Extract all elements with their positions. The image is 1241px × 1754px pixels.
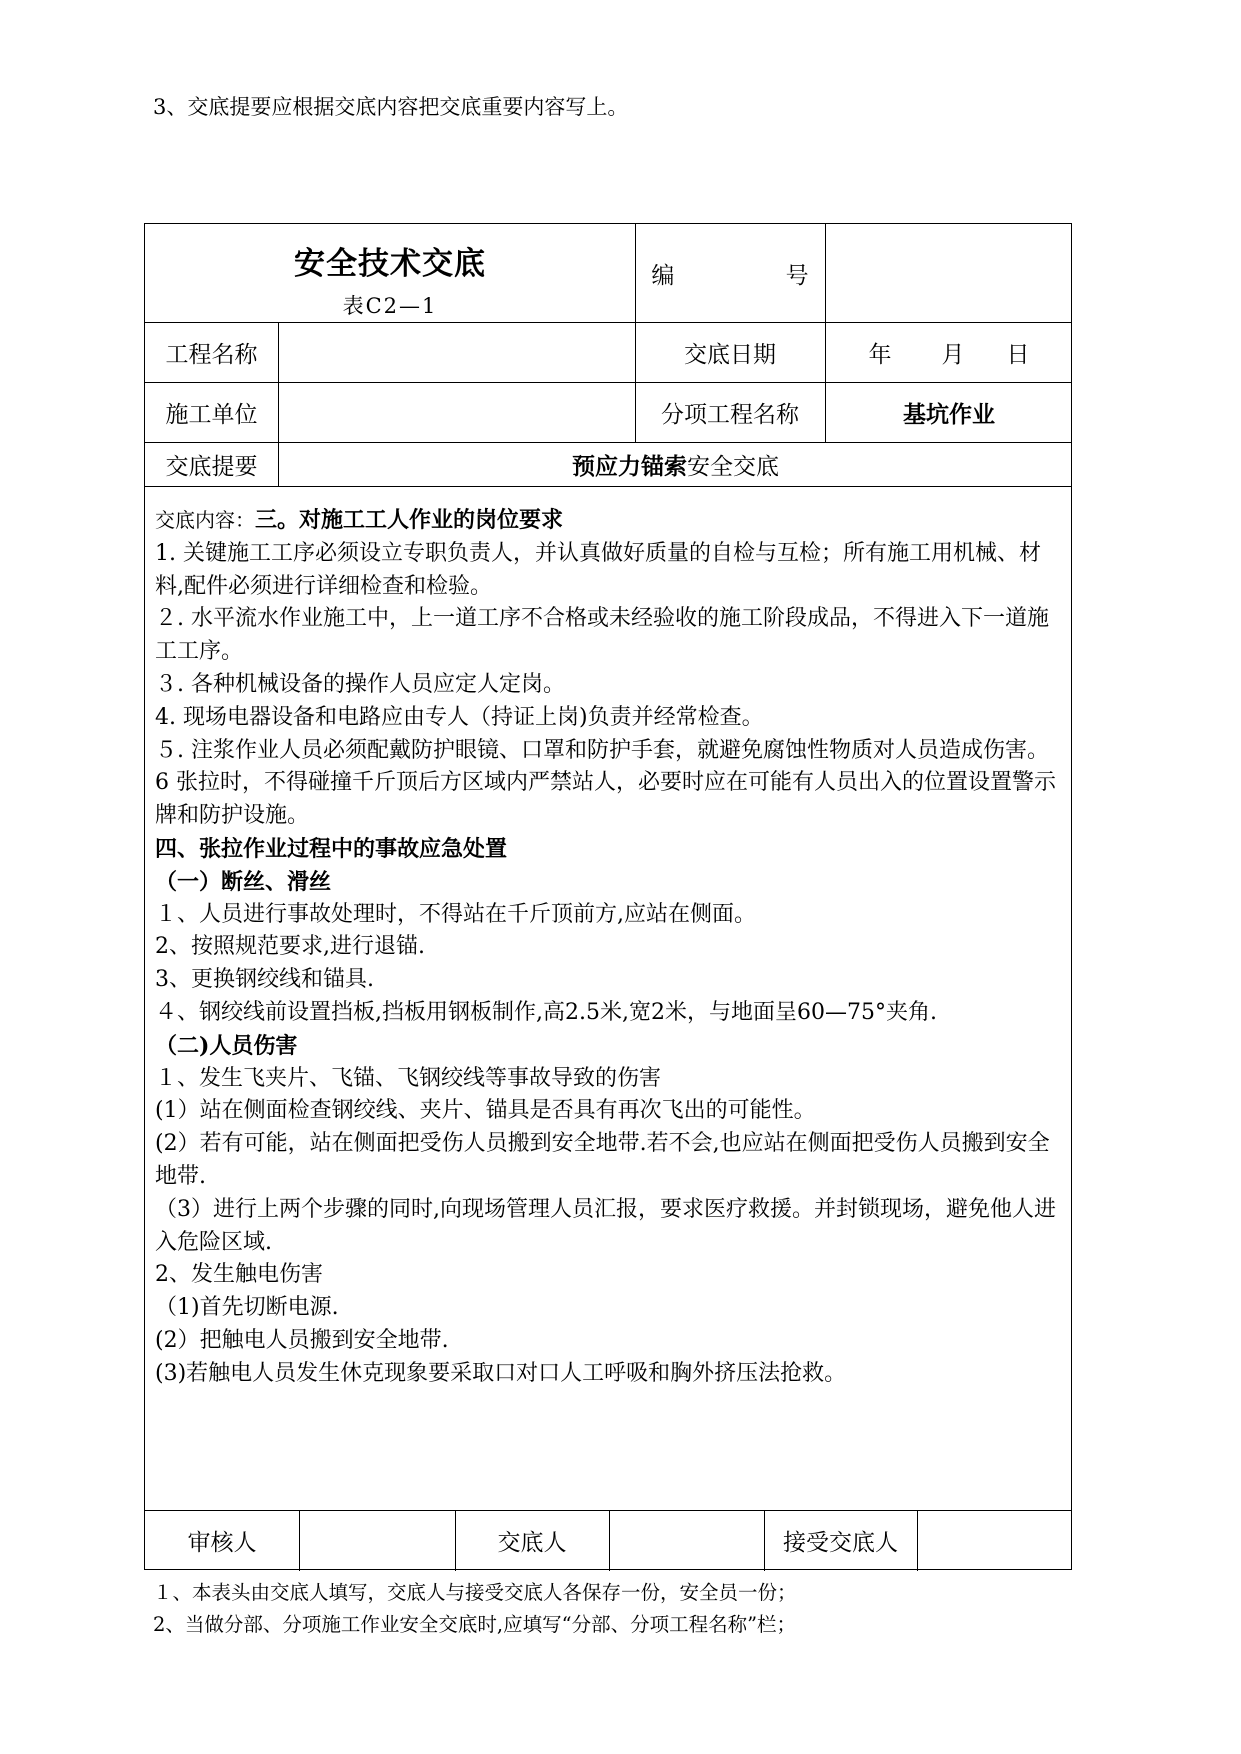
list-item: （1)首先切断电源. [155,1295,339,1321]
list-item: (3)若触电人员发生休克现象要采取口对口人工呼吸和胸外挤压法抢救。 [155,1360,847,1386]
number-field[interactable] [825,224,1073,322]
date-field[interactable] [825,322,1073,382]
list-item: １、发生飞夹片、飞锚、飞钢绞线等事故导致的伤害 [155,1065,662,1091]
reviewer-label: 审核人 [187,1530,257,1556]
discloser-field[interactable] [609,1510,764,1571]
project-name-label: 工程名称 [165,341,258,368]
list-item: (2）把触电人员搬到安全地带. [155,1327,449,1353]
top-instruction-note: 3、交底提要应根据交底内容把交底重要内容写上。 [153,95,629,119]
subsection2-title: （二)人员伤害 [155,1032,298,1059]
receiver-field[interactable] [917,1510,1073,1571]
discloser-label: 交底人 [497,1530,567,1556]
list-item: ２. 水平流水作业施工中，上一道工序不合格或未经验收的施工阶段成品，不得进入下一道施工工序。 [155,606,1049,665]
list-item: (1）站在侧面检查钢绞线、夹片、锚具是否具有再次飞出的可能性。 [155,1098,816,1124]
footer-note: 2、当做分部、分项施工作业安全交底时,应填写“分部、分项工程名称”栏； [153,1613,797,1636]
date-day: 日 [1006,341,1030,368]
list-item: 2、发生触电伤害 [155,1262,323,1288]
construction-unit-field[interactable] [278,382,635,442]
list-item: （3）进行上两个步骤的同时,向现场管理人员汇报，要求医疗救援。并封锁现场，避免他人进入危险区域. [155,1196,1056,1255]
construction-unit-label: 施工单位 [165,401,258,428]
project-name-field[interactable] [278,322,635,382]
row-divider [145,486,1071,487]
content-intro-label: 交底内容： [155,508,255,532]
content-heading [155,504,1065,538]
form-code: 表C2—1 [342,294,438,318]
summary-field[interactable] [278,442,1073,486]
form-title: 安全技术交底 [294,246,486,282]
summary-label: 交底提要 [165,453,258,480]
list-item: 3、更换钢绞线和锚具. [155,967,374,993]
list-item: １、人员进行事故处理时，不得站在千斤顶前方,应站在侧面。 [155,901,756,927]
number-label: 编 号 [651,262,861,289]
list-item: 1. 关键施工工序必须设立专职负责人，并认真做好质量的自检与互检；所有施工用机械、材料,配件必须进行详细检查和检验。 [155,540,1041,599]
reviewer-field[interactable] [299,1510,455,1571]
list-item: 2、按照规范要求,进行退锚. [155,934,425,960]
receiver-label: 接受交底人 [783,1530,898,1556]
subsection1-title: （一）断丝、滑丝 [155,868,332,895]
list-item: (2）若有可能，站在侧面把受伤人员搬到安全地带.若不会,也应站在侧面把受伤人员搬到安全地带. [155,1131,1050,1189]
list-item: ４、钢绞线前设置挡板,挡板用钢板制作,高2.5米,宽2米，与地面呈60—75°夹角. [155,999,937,1025]
subitem-project-label: 分项工程名称 [661,401,799,428]
summary-text: 安全交底 [687,453,779,480]
section4-title: 四、张拉作业过程中的事故应急处置 [155,835,508,862]
date-year: 年 [868,341,892,368]
list-item: 6 张拉时，不得碰撞千斤顶后方区域内严禁站人，必要时应在可能有人员出入的位置设置警示牌和防护设施。 [155,770,1056,829]
safety-disclosure-form [144,223,1072,1570]
section3-title: 三。对施工工人作业的岗位要求 [255,507,564,533]
footer-note: １、本表头由交底人填写，交底人与接受交底人各保存一份，安全员一份； [153,1581,797,1604]
date-label: 交底日期 [684,341,776,368]
list-item: ５. 注浆作业人员必须配戴防护眼镜、口罩和防护手套，就避免腐蚀性物质对人员造成伤害。 [155,737,1049,763]
list-item: 4. 现场电器设备和电路应由专人（持证上岗)负责并经常检查。 [155,704,764,730]
disclosure-content [155,504,1065,1391]
list-item: ３. 各种机械设备的操作人员应定人定岗。 [155,671,565,697]
subitem-project-field[interactable]: 基坑作业 [903,400,995,428]
date-month: 月 [941,341,965,368]
summary-bold-text: 预应力锚索 [572,452,687,480]
